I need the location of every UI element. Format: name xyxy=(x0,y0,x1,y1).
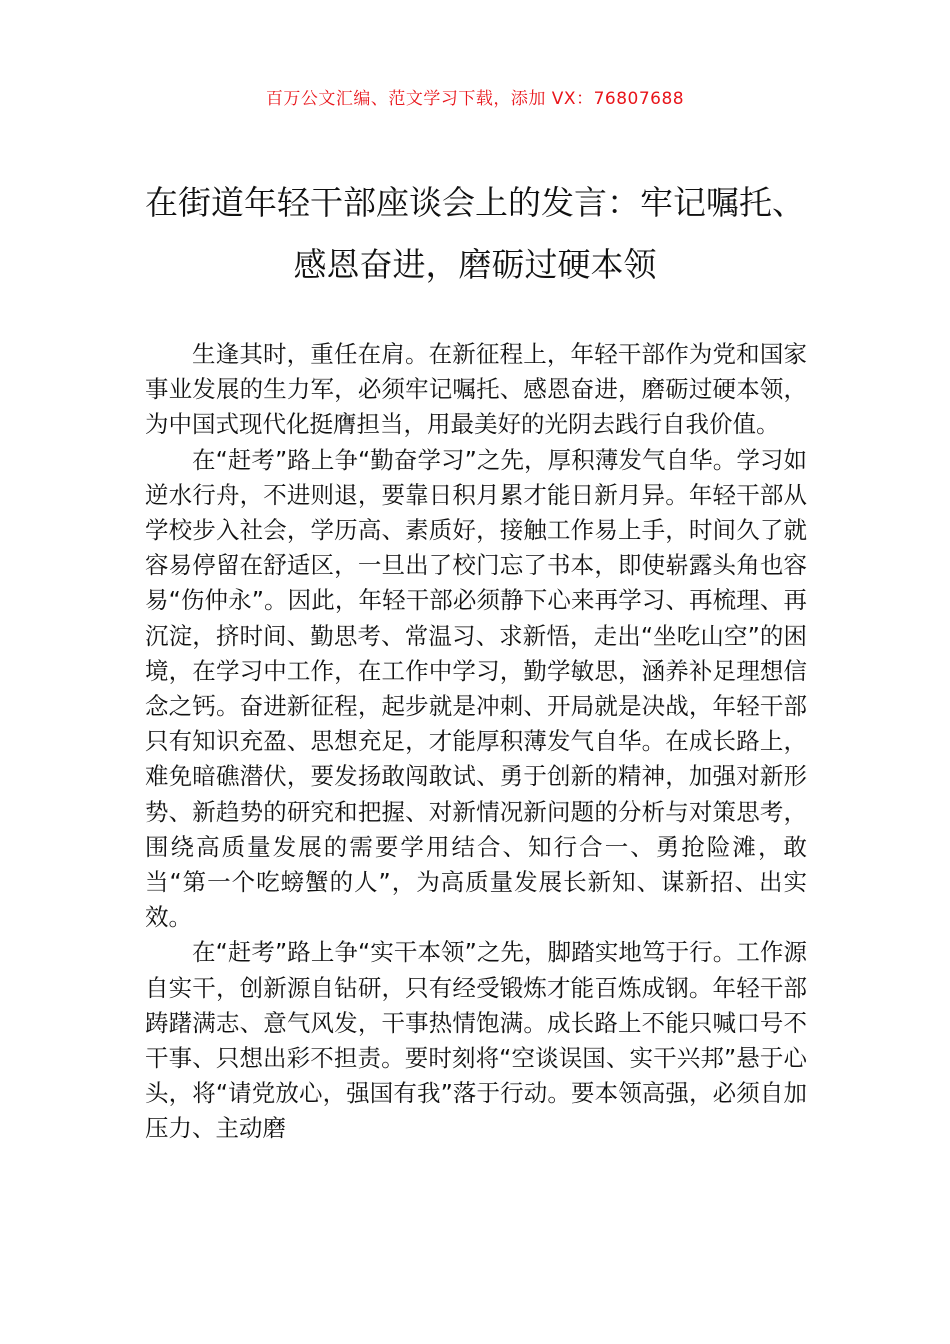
paragraph-1: 生逢其时，重任在肩。在新征程上，年轻干部作为党和国家事业发展的生力军，必须牢记嘱托、感恩奋进，磨砺过硬本领，为中国式现代化挺膺担当，用最美好的光阴去践行自我价值。 xyxy=(145,340,807,439)
header-watermark-note: 百万公文汇编、范文学习下载，添加 VX：76807688 xyxy=(265,89,685,109)
document-body xyxy=(145,337,807,1147)
paragraph-2: 在“赶考”路上争“勤奋学习”之先，厚积薄发气自华。学习如逆水行舟，不进则退，要靠日积月累才能日新月异。年轻干部从学校步入社会，学历高、素质好，接触工作易上手，时间久了就容易停留在舒适区，一旦出了校门忘了书本，即使崭露头角也容易“伤仲永”。因此，年轻干部必须静下心来再学习、再梳理、再沉淀，挤时间、勤思考、常温习、求新悟，走出“坐吃山空”的困境，在学习中工作，在工作中学习，勤学敏思，涵养补足理想信念之钙。奋进新征程，起步就是冲刺、开局就是决战，年轻干部只有知识充盈、思想充足，才能厚积薄发气自华。在成长路上，难免暗礁潜伏，要发扬敢闯敢试、勇于创新的精神，加强对新形势、新趋势的研究和把握、对新情况新问题的分析与对策思考，围绕高质量发展的需要学用结合、知行合一、勇抢险滩，敢当“第一个吃螃蟹的人”，为高质量发展长新知、谋新招、出实效。 xyxy=(145,445,807,932)
paragraph-3: 在“赶考”路上争“实干本领”之先，脚踏实地笃于行。工作源自实干，创新源自钻研，只有经受锻炼才能百炼成钢。年轻干部踌躇满志、意气风发，干事热情饱满。成长路上不能只喊口号不干事、只想出彩不担责。要时刻将“空谈误国、实干兴邦”悬于心头，将“请党放心，强国有我”落于行动。要本领高强，必须自加压力、主动磨 xyxy=(145,938,807,1143)
document-title: 在街道年轻干部座谈会上的发言：牢记嘱托、感恩奋进，磨砺过硬本领 xyxy=(145,183,805,284)
